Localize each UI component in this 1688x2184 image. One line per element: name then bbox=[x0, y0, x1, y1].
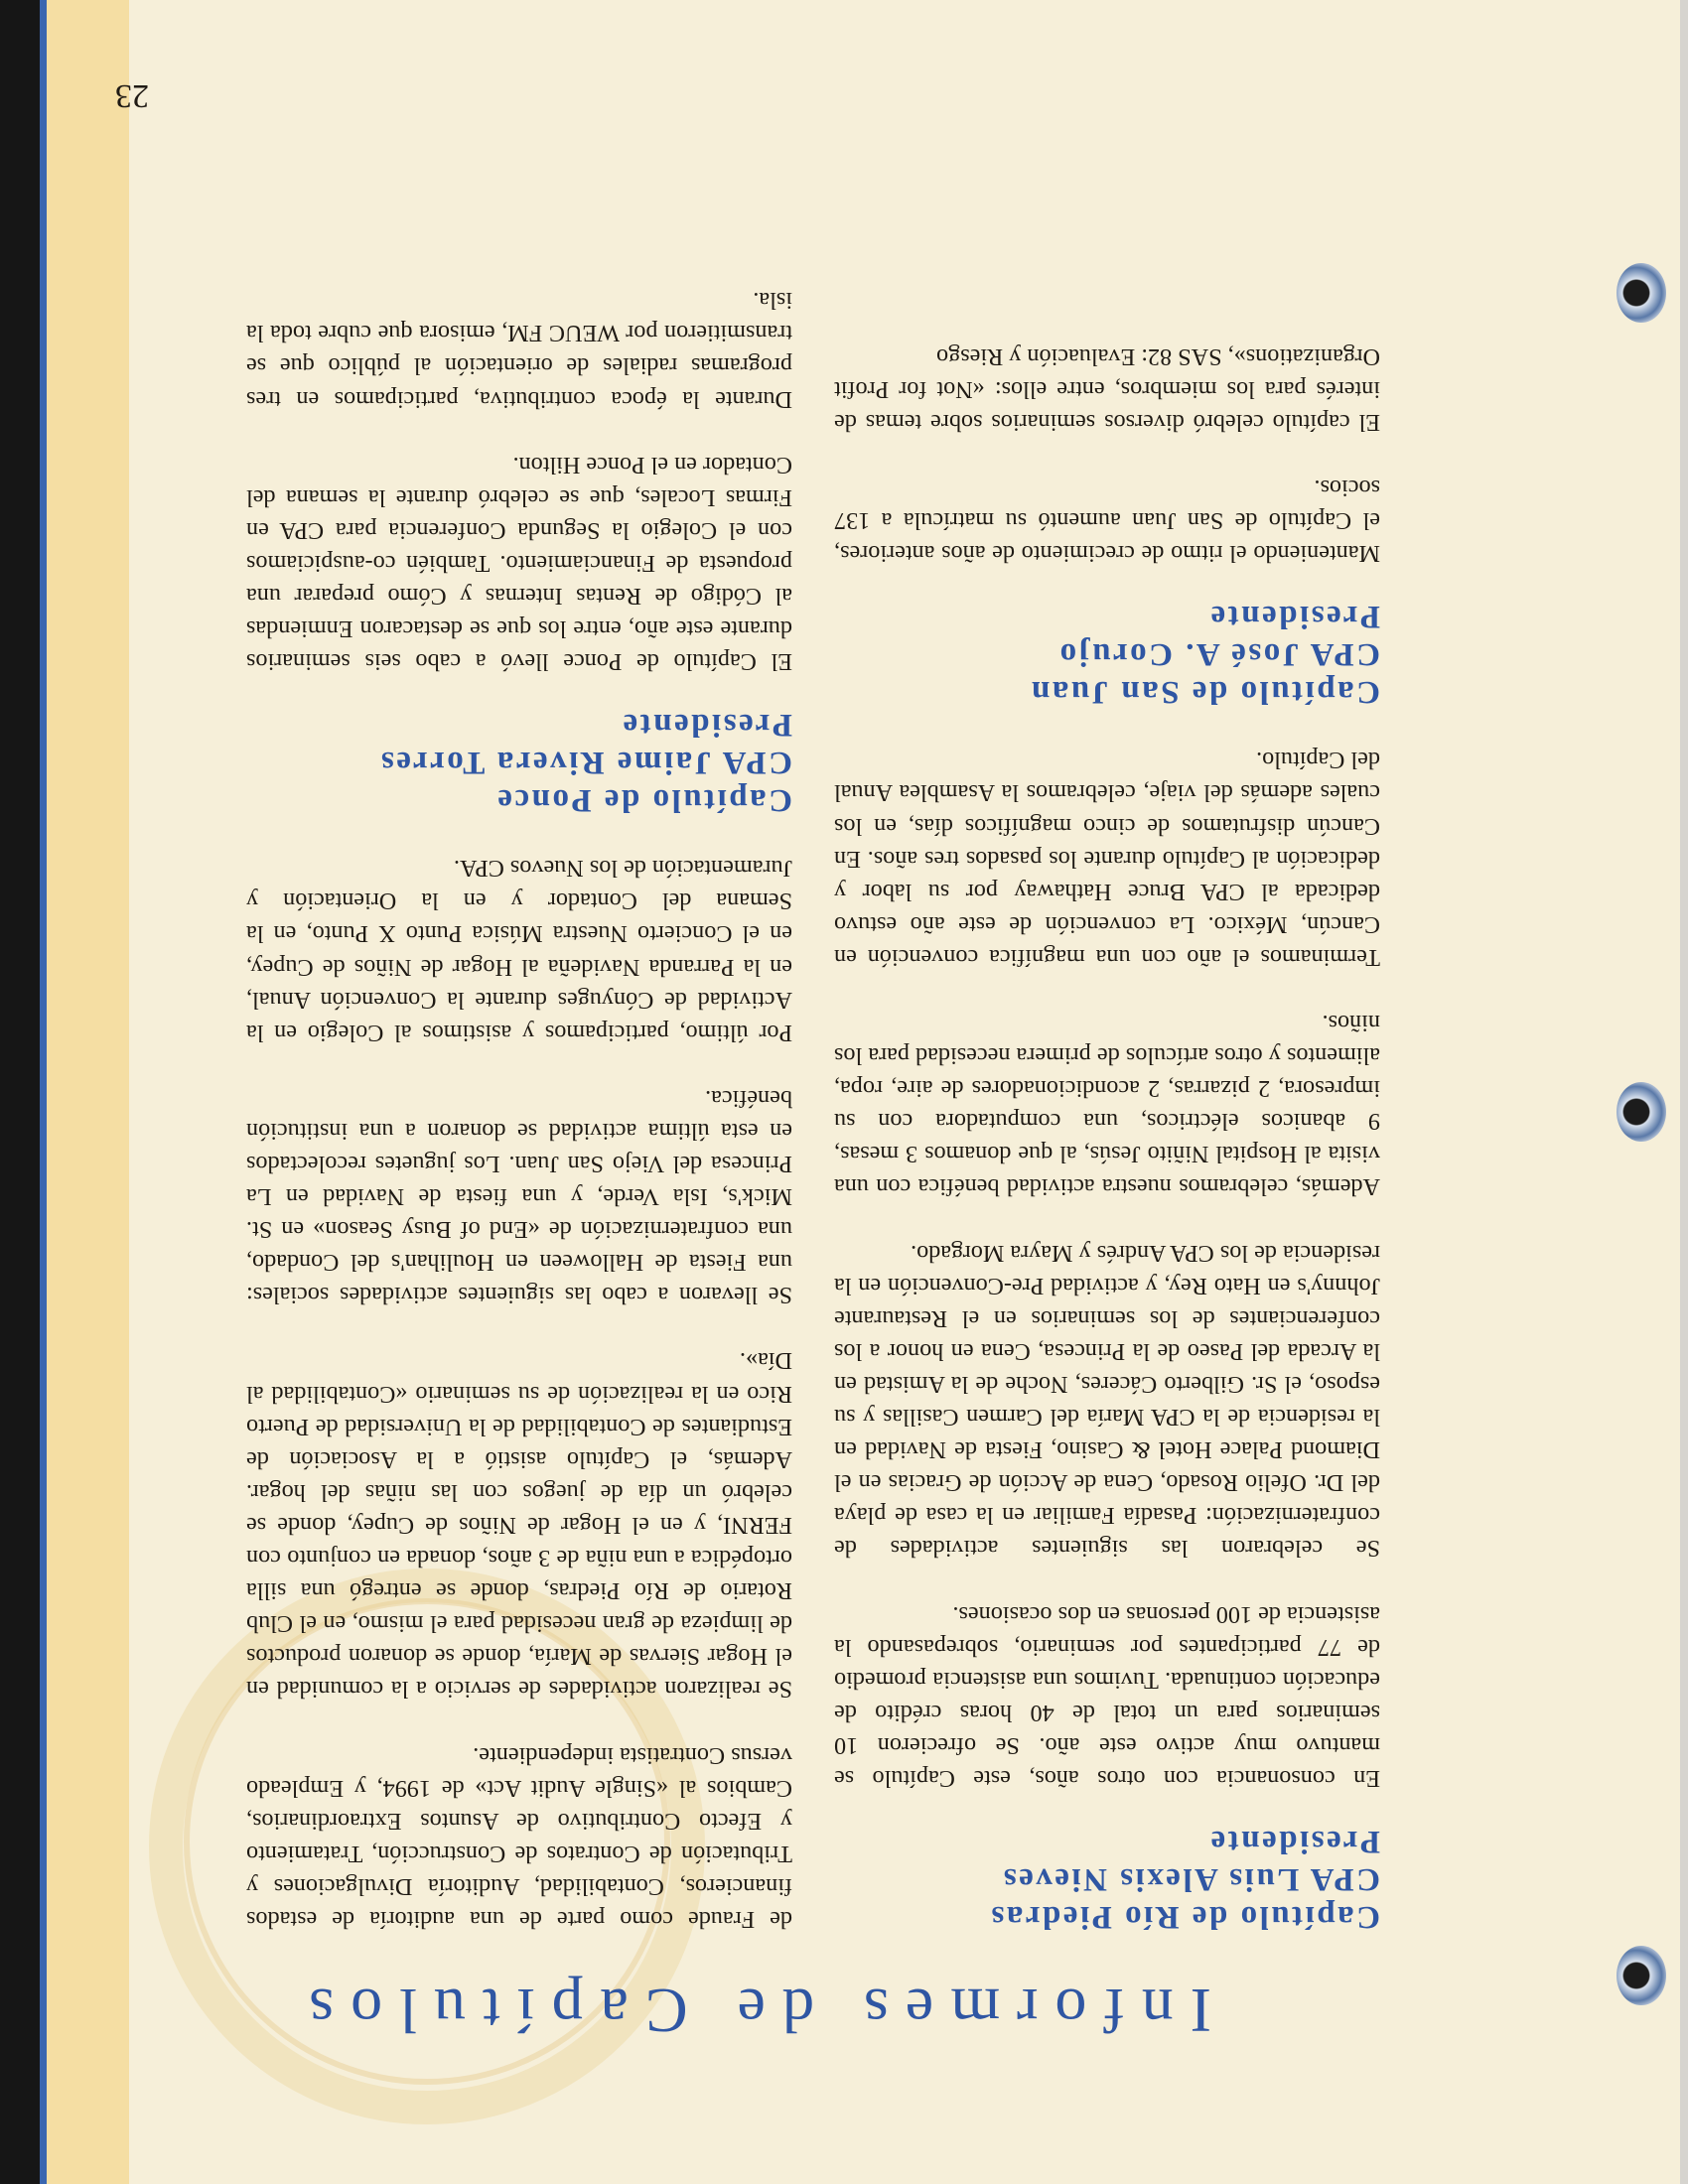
paragraph: Por último, participamos y asistimos al Colegio en la Actividad de Cónyuges durante la Convención Anual, en la Parranda Navideña al Hogar de Niños de Cupey, en el Concierto Nuestra Música Punto X Punto, en la Semana del Contador y en la Orientación y Juramentación de los Nuevos CPA. bbox=[246, 855, 792, 1046]
chapter-header-rio-piedras bbox=[834, 1823, 1380, 1936]
paragraph: Además, celebramos nuestra actividad benéfica con una visita al Hospital Niñito Jesús, al que donamos 3 mesas, 9 abanicos eléctricos, una computadora con su impresora, 2 pizarras, 2 acondicionadores de aire, ropa, alimentos y otros artículos de primera necesidad para los niños. bbox=[834, 1010, 1380, 1201]
chapter-role: Presidente bbox=[621, 707, 792, 744]
paragraph: de Fraude como parte de una auditoría de estados financieros, Contabilidad, Auditoría Divulgaciones y Tributación de Contratos de Construcción, Tratamiento y Efecto Contributivo de Asuntos Extraordinarios, Cambios al «Single Audit Act» de 1994, y Empleado versus Contratista independiente. bbox=[246, 1741, 792, 1933]
paragraph: Se celebraron las siguientes actividades de confraternización: Pasadía Familiar en la casa de playa del Dr. Ofelio Rosado, Cena de Acción de Gracias en el Diamond Palace Hotel & Casino, Fiesta de Navidad en la residencia de la CPA María del Carmen Casillas y su esposo, el Sr. Gilberto Cáceres, Noche de la Amistad en la Arcada del Paseo de la Princesa, Cena en honor a los conferenciantes de los seminarios en el Restaurante Johnny's en Hato Rey, y actividad Pre-Convención en la residencia de los CPA Andrés y Mayra Morgado. bbox=[834, 1239, 1380, 1563]
paragraph: Se llevaron a cabo las siguientes actividades sociales: una Fiesta de Halloween en Houlihan's del Condado, una confraternización de «End of Busy Season» en St. Mick's, Isla Verde, y una fiesta de Navidad en La Princesa del Viejo San Juan. Los juguetes recolectados en esta última actividad se donaron a una institución benéfica. bbox=[246, 1084, 792, 1309]
chapter-president: CPA Jaime Rivera Torres bbox=[378, 745, 792, 781]
chapter-header-san-juan bbox=[834, 598, 1380, 711]
paragraph: El Capítulo de Ponce llevó a cabo seis seminarios durante este año, entre los que se destacaron Enmiendas al Código de Rentas Internas y Cómo preparar una propuesta de Financiamiento. También co-auspiciamos con el Colegio la Segunda Conferencia para CPA en Firmas Locales, que se celebró durante la semana del Contador en el Ponce Hilton. bbox=[246, 451, 792, 676]
chapter-header-ponce bbox=[246, 706, 792, 819]
right-column bbox=[246, 251, 792, 1936]
chapter-role: Presidente bbox=[1208, 1824, 1380, 1859]
chapter-name: Capítulo de San Juan bbox=[1029, 674, 1380, 711]
paragraph: El capítulo celebró diversos seminarios sobre temas de interés para los miembros, entre ellos: «Not for Profit Organizations», SAS 82: Evaluación y Riesgo bbox=[834, 342, 1380, 436]
paragraph: En consonancia con otros años, este Capítulo se mantuvo muy activo este año. Se ofrecieron 10 seminarios para un total de 40 horas crédito de educación continuada. Tuvimos una asistencia promedio de 77 participantes por seminario, sobrepasando la asistencia de 100 personas en dos ocasiones. bbox=[834, 1600, 1380, 1792]
chapter-name: Capítulo de Río Piedras bbox=[989, 1899, 1380, 1935]
left-column bbox=[834, 308, 1380, 1936]
chapter-role: Presidente bbox=[1208, 599, 1380, 635]
paragraph: Manteniendo el ritmo de crecimiento de años anteriores, el Capítulo de San Juan aumentó su matrícula a 137 socios. bbox=[834, 475, 1380, 568]
chapter-president: CPA Luis Alexis Nieves bbox=[1001, 1861, 1380, 1897]
paragraph: Terminamos el año con una magnífica convención en Cancún, México. La convención de este año estuvo dedicada al CPA Bruce Hathaway por su labor y dedicación al Capítulo durante los pasados tres años. En Cancún disfrutamos de cinco magníficos días, en los cuales además del viaje, celebramos la Asamblea Anual del Capítulo. bbox=[834, 747, 1380, 971]
chapter-name: Capítulo de Ponce bbox=[494, 782, 792, 819]
page-number: 23 bbox=[115, 77, 149, 114]
chapter-president: CPA José A. Corujo bbox=[1057, 636, 1380, 673]
page-title: Informes de Capítulos bbox=[292, 1976, 1211, 2046]
paragraph: Durante la época contributiva, participamos en tres programas radiales de orientación al público que se transmitieron por WEUC FM, emisora que cubre toda la isla. bbox=[246, 287, 792, 413]
paragraph: Se realizaron actividades de servicio a la comunidad en el Hogar Siervas de María, donde se donaron productos de limpieza de gran necesidad para el mismo, en el Club Rotario de Río Piedras, donde se entregó una silla ortopédica a una niña de 3 años, donada en conjunto con FERNI, y en el Hogar de Niños de Cupey, donde se celebró un día de juegos con las niñas del hogar. Además, el Capítulo asistió a la Asociación de Estudiantes de Contabilidad de la Universidad de Puerto Rico en la realización de su seminario «Contabilidad al Día». bbox=[246, 1347, 792, 1704]
